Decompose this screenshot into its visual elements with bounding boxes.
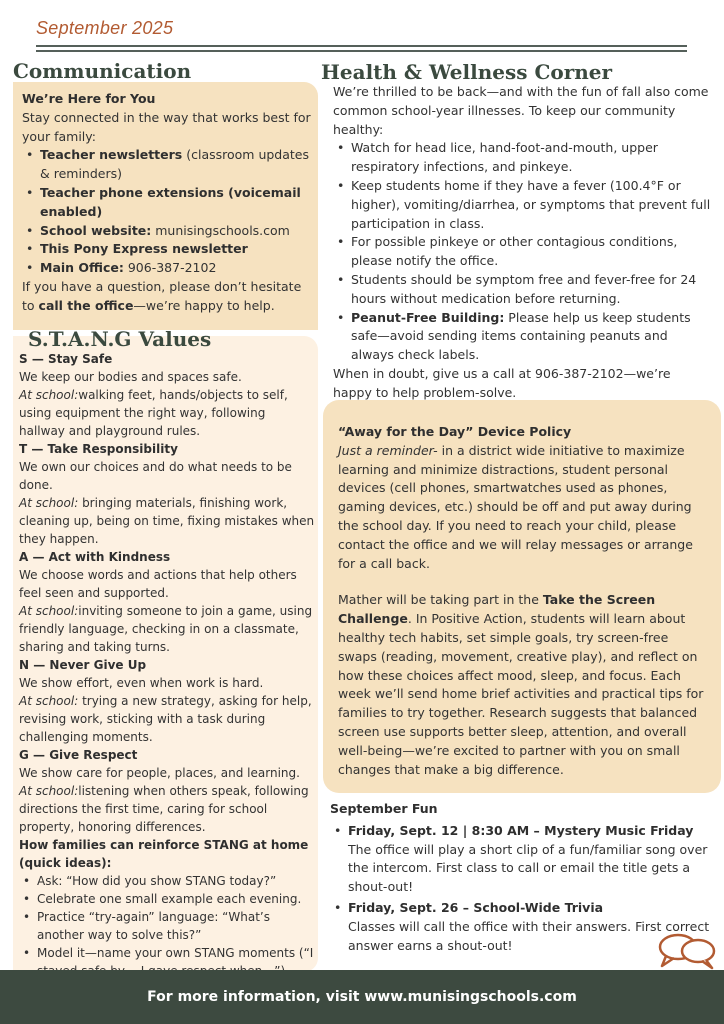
communication-closing: If you have a question, please don’t hesitate to call the office—we’re happy to help. bbox=[22, 278, 302, 313]
footer-text: For more information, visit www.munisingschools.com bbox=[147, 989, 577, 1005]
stang-value-t: T — Take Responsibility We own our choices and do what needs to be done. At school: bringing materials, finishing work, cleaning up, being on time, fixing mistakes when they happen. bbox=[19, 442, 315, 546]
list-item: • Model it—name your own STANG moments (“I bbox=[19, 944, 315, 980]
footer-bar bbox=[0, 970, 724, 1024]
device-policy-reminder: Just a reminder- in a district wide initiative to maximize learning and minimize distractions, student personal devices (cell phones, smartwatches used as phones, gaming devices, etc.) should be off and put away during the school day. If you need to reach your child, please contact the office and we will relay messages or arrange for a call back. bbox=[338, 442, 693, 571]
list-item: • Keep students home if they have a fever (100.4°F or higher), vomiting/diarrhea, or symptoms that prevent full participation in class. bbox=[333, 177, 711, 233]
stang-value-s: S — Stay Safe We keep our bodies and spaces safe. At school:walking feet, hands/objects to self, using equipment the right way, following hallway and playground rules. bbox=[19, 352, 288, 438]
health-title: Health & Wellness Corner bbox=[321, 60, 613, 84]
communication-title: Communication bbox=[13, 59, 192, 83]
stang-value-a: A — Act with Kindness We choose words and actions that help others feel seen and supported. At school:inviting someone to join a game, using friendly language, checking in on a classmate, sharing and taking turns. bbox=[19, 550, 313, 654]
list-item: • Teacher phone extensions (voicemail enabled) bbox=[22, 184, 312, 222]
list-item: • For possible pinkeye or other contagious conditions, please notify the office. bbox=[333, 233, 711, 271]
stang-home-heading: How families can reinforce STANG at home (quick ideas): bbox=[19, 838, 309, 870]
list-item: • This Pony Express newsletter bbox=[22, 240, 312, 259]
communication-content bbox=[22, 90, 312, 316]
list-item: • Teacher newsletters (classroom updates & reminders) bbox=[22, 146, 312, 184]
stang-title: S.T.A.N.G Values bbox=[28, 327, 212, 351]
list-item: • Ask: “How did you show STANG today?” bbox=[19, 872, 315, 890]
health-closing: When in doubt, give us a call at 906-387-2102—we’re happy to help problem-solve. bbox=[333, 365, 671, 400]
communication-subtitle: We’re Here for You bbox=[22, 91, 156, 106]
device-policy-content bbox=[338, 423, 710, 779]
list-item: • Friday, Sept. 26 – School-Wide Trivia Classes will call the office with their answers. First correct answer earns a shout-out! bbox=[330, 899, 715, 955]
health-intro: We’re thrilled to be back—and with the fun of fall also come common school-year illnesses. To keep our community healthy: bbox=[333, 84, 709, 137]
list-item: • School website: munisingschools.com bbox=[22, 222, 312, 241]
list-item: • Practice “try-again” language: “What’s another way to solve this?” bbox=[19, 908, 315, 944]
stang-value-n: N — Never Give Up We show effort, even when work is hard. At school: trying a new strategy, asking for help, revising work, sticking with a task during challenging moments. bbox=[19, 658, 312, 744]
header-rule-top bbox=[36, 45, 687, 47]
device-policy-title: “Away for the Day” Device Policy bbox=[338, 424, 572, 439]
health-list bbox=[333, 139, 711, 365]
list-item: • Main Office: 906-387-2102 bbox=[22, 259, 312, 278]
stang-home-list bbox=[19, 872, 315, 980]
communication-intro: Stay connected in the way that works best for your family: bbox=[22, 109, 311, 144]
list-item: • Celebrate one small example each evening. bbox=[19, 890, 315, 908]
list-item: • Peanut-Free Building: Please help us keep students safe—avoid sending items containing peanuts and always check labels. bbox=[333, 309, 711, 365]
september-fun-title: September Fun bbox=[330, 801, 438, 816]
communication-list bbox=[22, 146, 312, 278]
health-content bbox=[333, 83, 711, 403]
chat-bubbles-icon bbox=[656, 932, 718, 972]
stang-value-g: G — Give Respect We show care for people, places, and learning. At school:listening when others speak, following directions the first time, caring for school property, honoring differences. bbox=[19, 748, 309, 834]
list-item: • Watch for head lice, hand-foot-and-mouth, upper respiratory infections, and pinkeye. bbox=[333, 139, 711, 177]
list-item: • Students should be symptom free and fever-free for 24 hours without medication before returning. bbox=[333, 271, 711, 309]
newsletter-date: September 2025 bbox=[36, 18, 174, 38]
list-item: • Friday, Sept. 12 | 8:30 AM – Mystery Music Friday The office will play a short clip of a fun/familiar song over the intercom. First class to call or email the title gets a shout-out! bbox=[330, 822, 715, 897]
stang-content bbox=[19, 350, 315, 1016]
header-rule-bottom bbox=[36, 50, 687, 52]
screen-challenge-text: Mather will be taking part in the Take the Screen Challenge. In Positive Action, students will learn about healthy tech habits, set simple goals, try screen-free swaps (reading, movement, creative play), and reflect on how these choices affect mood, sleep, and focus. Each week we’ll send home brief activities and practical tips for families to try together. Research suggests that balanced screen use supports better sleep, attention, and overall well-being—we’re excited to partner with you on small changes that make a big difference. bbox=[338, 592, 704, 777]
